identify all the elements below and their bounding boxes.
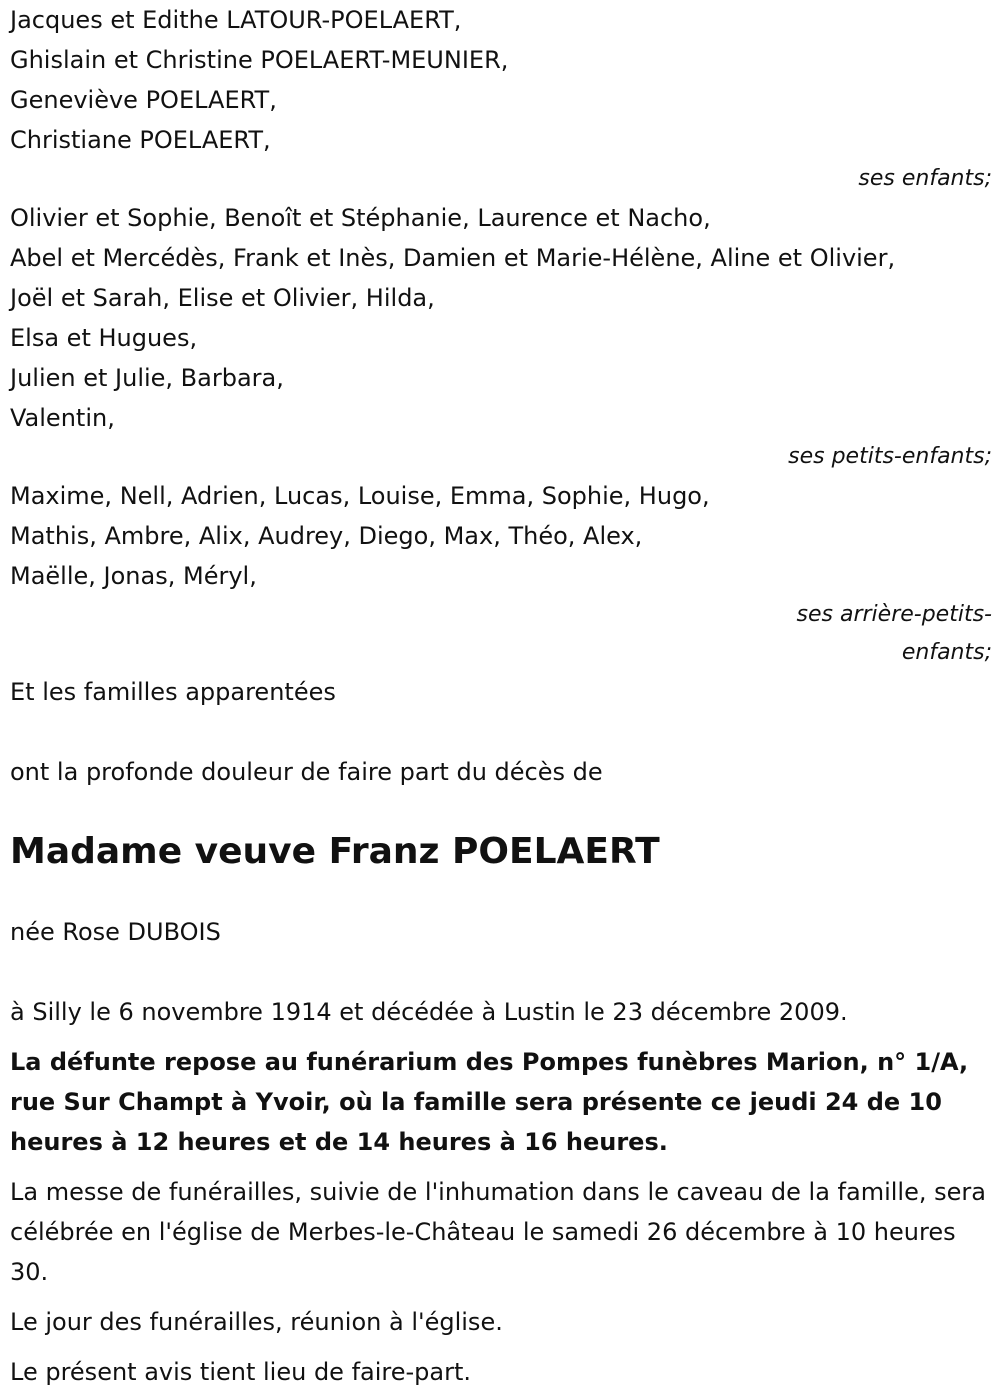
children-label: ses enfants;	[858, 166, 992, 191]
child-line: Ghislain et Christine POELAERT-MEUNIER,	[10, 46, 509, 74]
great-grandchildren-list	[10, 476, 992, 596]
funeral-mass-paragraph: La messe de funérailles, suivie de l'inhumation dans le caveau de la famille, sera célébrée en l'église de Merbes-le-Château le samedi 26 décembre à 10 heures 30.	[10, 1178, 986, 1286]
children-list	[10, 0, 992, 160]
grandchild-line: Olivier et Sophie, Benoît et Stéphanie, Laurence et Nacho,	[10, 204, 711, 232]
great-grandchild-line: Maxime, Nell, Adrien, Lucas, Louise, Emma, Sophie, Hugo,	[10, 482, 710, 510]
great-grandchildren-label-part2: enfants;	[901, 640, 992, 665]
child-line: Jacques et Edithe LATOUR-POELAERT,	[10, 6, 462, 34]
great-grandchild-line: Maëlle, Jonas, Méryl,	[10, 562, 257, 590]
meeting-paragraph: Le jour des funérailles, réunion à l'église.	[10, 1308, 503, 1336]
maiden-name: née Rose DUBOIS	[10, 918, 221, 946]
deceased-name: Madame veuve Franz POELAERT	[10, 831, 660, 872]
obituary-notice	[10, 0, 992, 1392]
child-line: Geneviève POELAERT,	[10, 86, 277, 114]
great-grandchildren-label-part1: ses arrière-petits-	[796, 602, 992, 627]
grandchild-line: Abel et Mercédès, Frank et Inès, Damien et Marie-Hélène, Aline et Olivier,	[10, 244, 896, 272]
birth-death-dates: à Silly le 6 novembre 1914 et décédée à Lustin le 23 décembre 2009.	[10, 998, 848, 1026]
great-grandchild-line: Mathis, Ambre, Alix, Audrey, Diego, Max, Théo, Alex,	[10, 522, 643, 550]
grandchild-line: Julien et Julie, Barbara,	[10, 364, 284, 392]
grandchild-line: Elsa et Hugues,	[10, 324, 198, 352]
grandchildren-list	[10, 198, 992, 438]
announcement-text: ont la profonde douleur de faire part du décès de	[10, 758, 603, 786]
repose-paragraph: La défunte repose au funérarium des Pompes funèbres Marion, n° 1/A, rue Sur Champt à Yvoir, où la famille sera présente ce jeudi 24 de 10 heures à 12 heures et de 14 heures à 16 heures.	[10, 1048, 969, 1156]
grandchild-line: Joël et Sarah, Elise et Olivier, Hilda,	[10, 284, 435, 312]
notice-paragraph: Le présent avis tient lieu de faire-part.	[10, 1358, 472, 1386]
related-families: Et les familles apparentées	[10, 678, 336, 706]
grandchild-line: Valentin,	[10, 404, 115, 432]
child-line: Christiane POELAERT,	[10, 126, 271, 154]
grandchildren-label: ses petits-enfants;	[788, 444, 992, 469]
